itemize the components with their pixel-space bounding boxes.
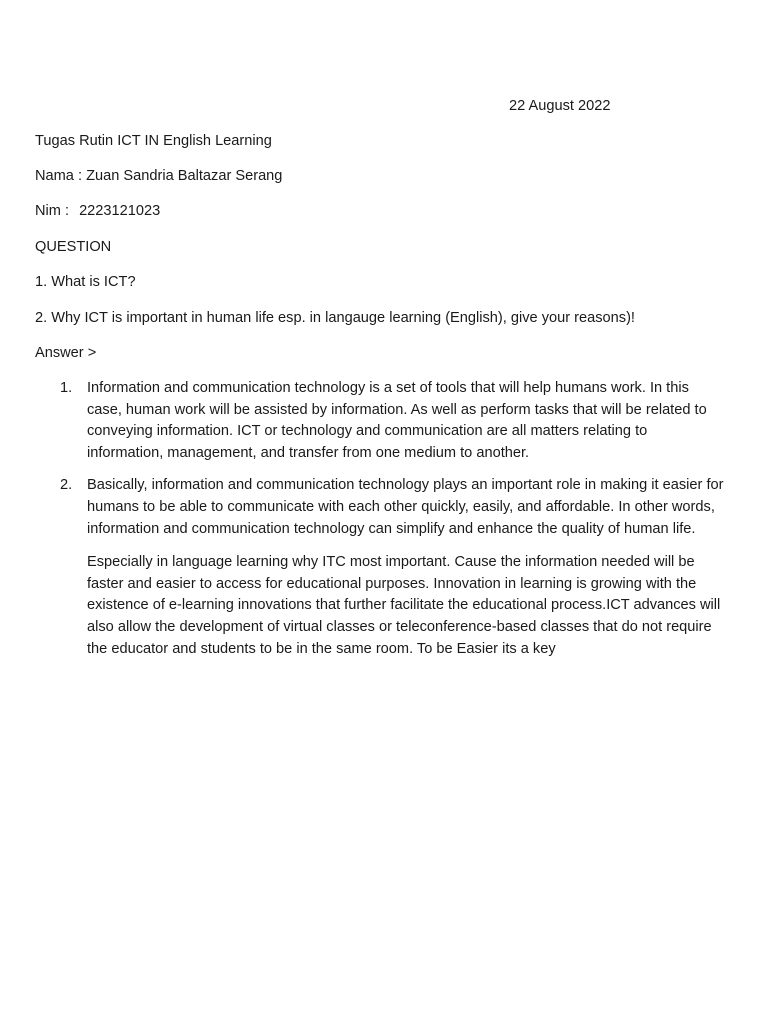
- answer-list: [35, 378, 725, 660]
- question-heading: QUESTION: [35, 239, 112, 255]
- answer-paragraph: Information and communication technology is a set of tools that will help humans work. In this case, human work will be assisted by information. As well as perform tasks that will be related to conveying information. ICT or technology and communication are all matters relating to information, management, and transfer from one medium to another.: [87, 380, 707, 461]
- student-name: Nama : Zuan Sandria Baltazar Serang: [35, 168, 283, 184]
- document-title: Tugas Rutin ICT IN English Learning: [35, 133, 272, 149]
- nim-label: Nim :: [35, 203, 70, 219]
- answer-number: 2.: [60, 477, 73, 494]
- nim-value: 2223121023: [79, 203, 161, 219]
- answer-item-1: [35, 378, 725, 464]
- student-nim: [35, 201, 160, 221]
- answer-item-2: [35, 475, 725, 660]
- question-1: 1. What is ICT?: [35, 274, 136, 290]
- answer-paragraph: Basically, information and communication technology plays an important role in making it easier for humans to be able to communicate with each other quickly, easily, and affordable. In other words, information and communication technology can simplify and enhance the quality of human life.: [87, 477, 724, 537]
- document-date: 22 August 2022: [509, 98, 611, 114]
- answer-number: 1.: [60, 380, 73, 396]
- question-2: 2. Why ICT is important in human life esp. in langauge learning (English), give your reasons)!: [35, 310, 635, 326]
- answer-paragraph: Especially in language learning why ITC most important. Cause the information needed will be faster and easier to access for educational purposes. Innovation in learning is growing with the existence of e-learning innovations that further facilitate the educational process.ICT advances will also allow the development of virtual classes or teleconference-based classes that do not require the educator and students to be in the same room. To be Easier its a key: [87, 554, 721, 657]
- answer-heading: Answer >: [35, 345, 97, 361]
